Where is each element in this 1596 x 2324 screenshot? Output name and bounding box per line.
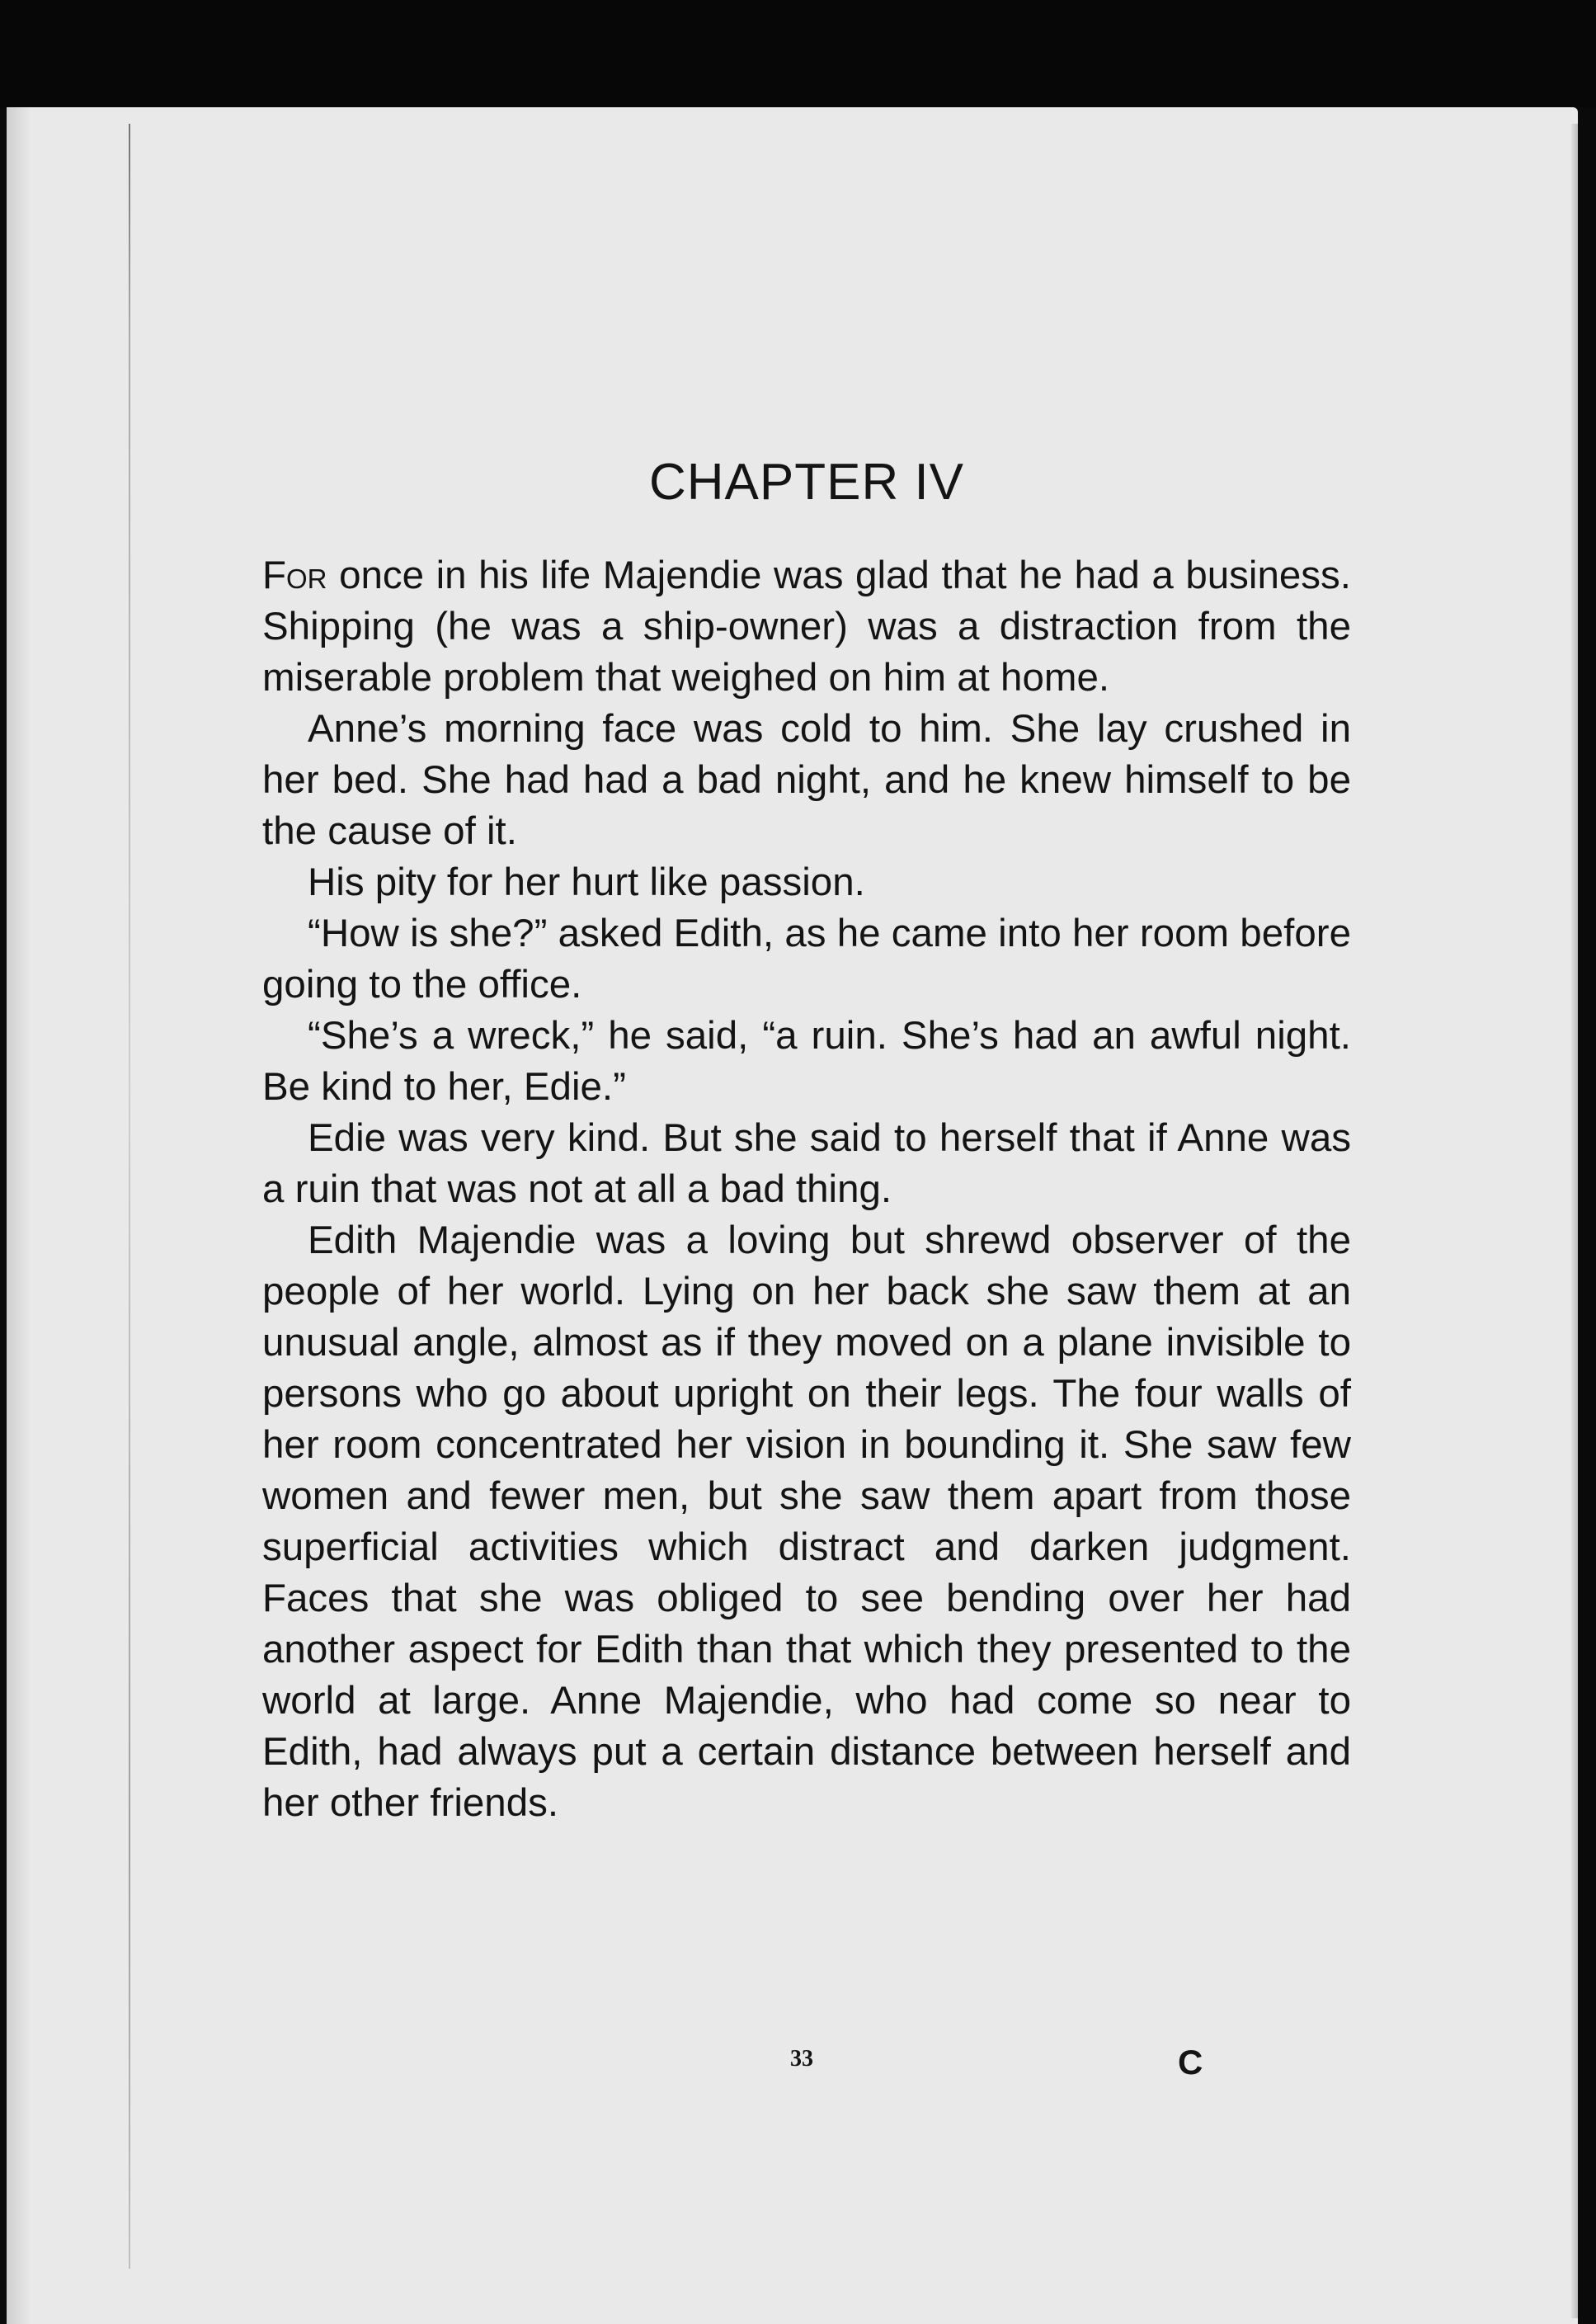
paragraph: Anne’s morning face was cold to him. She lay crushed in her bed. She had had a bad night, and he knew himself to be the cause of it.	[262, 707, 1351, 853]
page-right-edge	[1571, 124, 1578, 2318]
signature-mark: C	[1178, 2043, 1203, 2081]
paragraph-text: once in his life Majendie was glad that he had a business. Shipping (he was a ship-owner) was a distraction from the miserable problem that weighed on him at home.	[262, 554, 1351, 700]
page-text	[262, 450, 1351, 1829]
drop-lead: For	[262, 554, 327, 597]
paragraph	[262, 550, 1351, 704]
paragraph: His pity for her hurt like passion.	[308, 860, 865, 904]
page-footer	[262, 2043, 1351, 2095]
gutter-shadow	[7, 107, 31, 2324]
chapter-heading: CHAPTER IV	[648, 454, 965, 511]
page-number: 33	[790, 2046, 813, 2072]
paragraph: Edie was very kind. But she said to herself that if Anne was a ruin that was not at all a bad thing.	[262, 1116, 1351, 1211]
binding-edge	[129, 124, 130, 2269]
paragraph: Edith Majendie was a loving but shrewd observer of the people of her world. Lying on her back she saw them at an unusual angle, almost as if they moved on a plane invisible to persons who go about upright on their legs. The four walls of her room concentrated her vision in bounding it. She saw few women and fewer men, but she saw them apart from those superficial activities which distract and darken judgment. Faces that she was obliged to see bending over her had another aspect for Edith than that which they presented to the world at large. Anne Majendie, who had come so near to Edith, had always put a certain distance between herself and her other friends.	[262, 1219, 1351, 1825]
scan-background	[0, 0, 1596, 107]
paragraph: “She’s a wreck,” he said, “a ruin. She’s had an awful night. Be kind to her, Edie.”	[262, 1014, 1351, 1109]
paragraph: “How is she?” asked Edith, as he came into her room before going to the office.	[262, 912, 1351, 1006]
